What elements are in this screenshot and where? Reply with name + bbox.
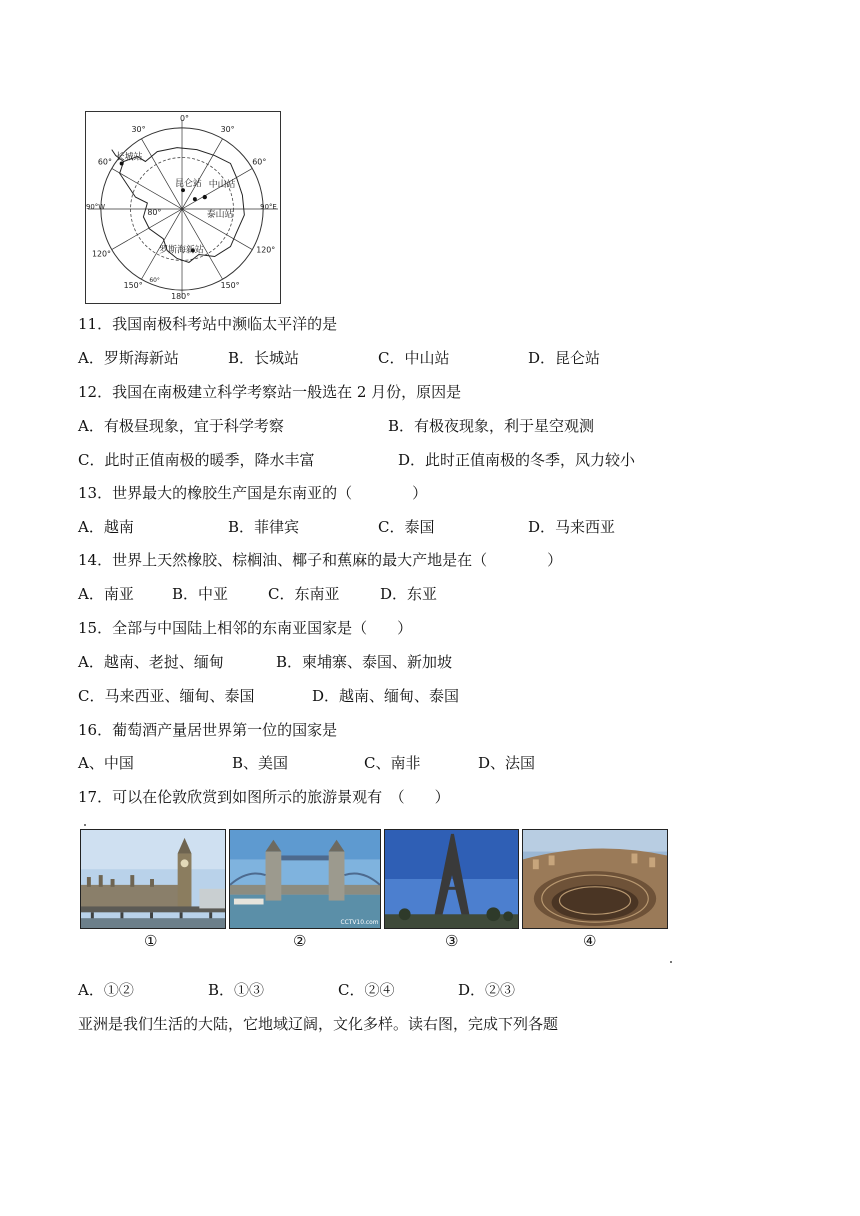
question-stem-17: 17．可以在伦敦欣赏到如图所示的旅游景观有 （ ） xyxy=(78,788,450,806)
option-a: A．越南 xyxy=(78,518,134,536)
lon-label: 180° xyxy=(171,292,191,302)
option-b: B．①③ xyxy=(208,981,265,999)
option-c: C．泰国 xyxy=(378,518,435,536)
antarctica-map-figure xyxy=(86,112,280,303)
station-label: 昆仑站 xyxy=(175,179,202,190)
lat-label-60: 60° xyxy=(149,277,160,285)
question-stem-15: 15．全部与中国陆上相邻的东南亚国家是（ ） xyxy=(78,619,413,637)
photo-colosseum xyxy=(522,829,668,929)
option-d: D、法国 xyxy=(478,754,536,772)
question-stem-11: 11．我国南极科考站中濒临太平洋的是 xyxy=(78,315,338,333)
option-c: C．②④ xyxy=(338,981,395,999)
photo-label-1: ① xyxy=(144,932,158,950)
photo-tower-bridge xyxy=(229,829,381,929)
option-d: D．昆仑站 xyxy=(528,349,601,367)
question-stem-16: 16．葡萄酒产量居世界第一位的国家是 xyxy=(78,721,338,739)
lon-label: 30° xyxy=(220,124,235,134)
option-c: C．马来西亚、缅甸、泰国 xyxy=(78,687,255,705)
option-a: A．南亚 xyxy=(78,585,134,603)
station-label: 罗斯海新站 xyxy=(159,245,204,256)
photo-big-ben xyxy=(80,829,226,929)
lon-label: 90°E xyxy=(260,202,277,211)
option-a: A．①② xyxy=(78,981,134,999)
option-b: B．有极夜现象，利于星空观测 xyxy=(388,417,595,435)
scan-speck xyxy=(84,824,86,826)
option-a: A．越南、老挝、缅甸 xyxy=(78,653,224,671)
question-stem-12: 12．我国在南极建立科学考察站一般选在 2 月份，原因是 xyxy=(78,383,462,401)
lon-label: 0° xyxy=(180,113,190,123)
lon-label: 60° xyxy=(252,157,267,167)
option-b: B、美国 xyxy=(232,754,289,772)
lat-label-80: 80° xyxy=(147,207,162,217)
lon-label: 150° xyxy=(123,281,143,291)
option-d: D．此时正值南极的冬季，风力较小 xyxy=(398,451,636,469)
question-stem-14: 14．世界上天然橡胶、棕榈油、椰子和蕉麻的最大产地是在（ ） xyxy=(78,551,563,569)
option-b: B．柬埔寨、泰国、新加坡 xyxy=(276,653,453,671)
option-c: C．中山站 xyxy=(378,349,450,367)
photo-label-3: ③ xyxy=(445,932,459,950)
station-label: 泰山站 xyxy=(206,209,234,220)
scan-speck xyxy=(670,961,672,963)
option-b: B．中亚 xyxy=(172,585,229,603)
option-d: D．东亚 xyxy=(380,585,438,603)
option-a: A、中国 xyxy=(78,754,134,772)
option-d: D．马来西亚 xyxy=(528,518,616,536)
photo-label-2: ② xyxy=(293,932,307,950)
photo-label-4: ④ xyxy=(583,932,597,950)
option-b: B．长城站 xyxy=(228,349,300,367)
option-a: A．有极昼现象，宜于科学考察 xyxy=(78,417,284,435)
station-label: 长城站 xyxy=(115,152,143,163)
question-stem-13: 13．世界最大的橡胶生产国是东南亚的（ ） xyxy=(78,484,428,502)
option-c: C、南非 xyxy=(364,754,421,772)
lon-label: 60° xyxy=(97,157,112,167)
lon-label: 90°W xyxy=(86,202,106,211)
lon-label: 120° xyxy=(91,249,112,259)
station-label: 中山站 xyxy=(208,180,236,191)
lon-label: 150° xyxy=(220,281,240,291)
option-d: D．②③ xyxy=(458,981,516,999)
option-a: A．罗斯海新站 xyxy=(78,349,179,367)
option-b: B．菲律宾 xyxy=(228,518,300,536)
option-d: D．越南、缅甸、泰国 xyxy=(312,687,460,705)
passage-intro: 亚洲是我们生活的大陆，它地域辽阔，文化多样。读右图，完成下列各题 xyxy=(78,1015,559,1033)
photo-eiffel-tower xyxy=(384,829,519,929)
option-c: C．此时正值南极的暖季，降水丰富 xyxy=(78,451,315,469)
lon-label: 30° xyxy=(131,124,146,134)
option-c: C．东南亚 xyxy=(268,585,340,603)
lon-label: 120° xyxy=(256,245,276,255)
photo-watermark: CCTV10.com xyxy=(340,920,379,927)
antarctica-map xyxy=(85,111,281,304)
